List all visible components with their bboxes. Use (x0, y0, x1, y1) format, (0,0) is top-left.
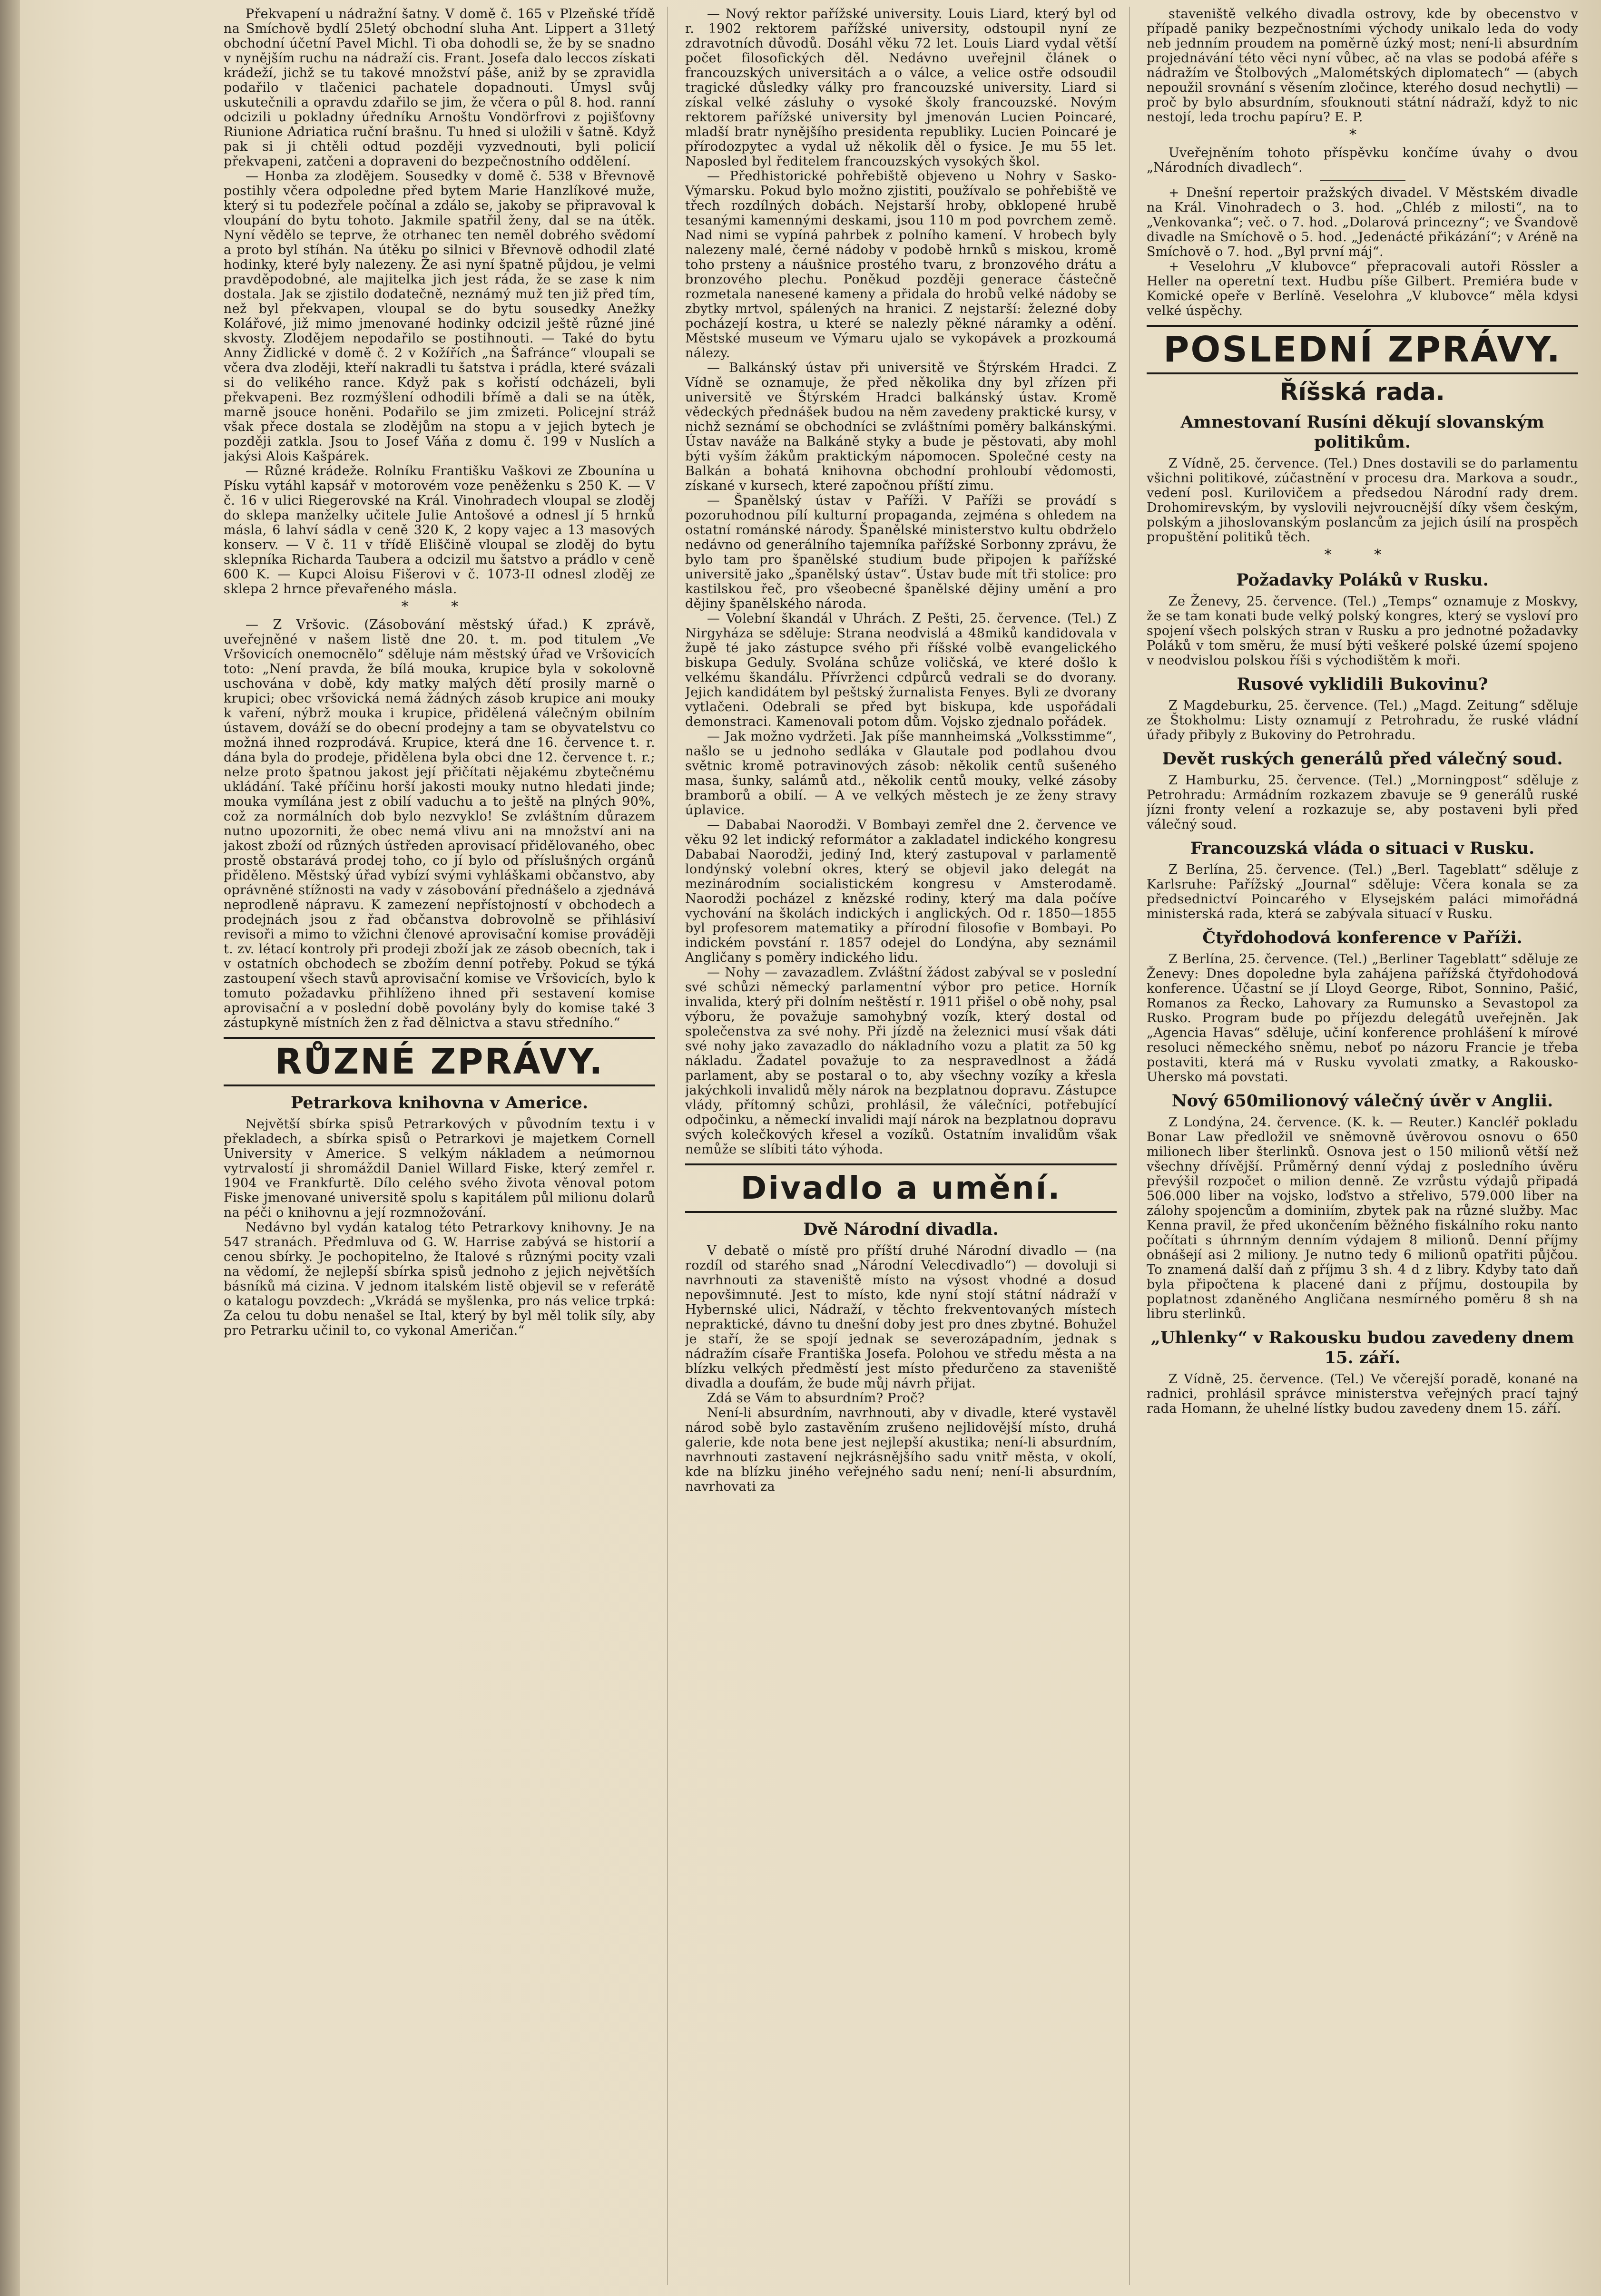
columns (224, 7, 1578, 2285)
article-balkansky-ustav: — Balkánský ústav při universitě ve Štýrském Hradci. Z Vídně se oznamuje, že před několika dny byl zřízen při universitě ve Štýrském Hradci balkánský ústav. Kromě vědeckých přednášek budou na něm zavedeny praktické kursy, v nichž seznámí se obchodníci se zvláštními poměry balkánskými. Ústav naváže na Balkáně styky a bude je pěstovati, aby mohl býti vyším žákům praktickým nápomocen. Společné cesty na Balkán a bohatá knihovna obchodní prohloubí vědomosti, získané v kursech, které započnou příští zimu. (685, 361, 1117, 493)
article-pozadavky-polaku: Ze Ženevy, 25. července. (Tel.) „Temps“ oznamuje z Moskvy, že se tam konati bude velký polský kongres, který se vysloví pro spojení všech polských stran v Rusku a pro jednotné požadavky Poláků v tom směru, že musí býti veškeré polské území spojeno v neodvislou polskou říši s východištěm k moři. (1147, 594, 1578, 668)
article-divadla-end-note: Uveřejněním tohoto příspěvku končíme úvahy o dvou „Národních divadlech“. (1147, 146, 1578, 175)
article-valecny-uver: Z Londýna, 24. července. (K. k. — Reuter.) Kancléř pokladu Bonar Law předložil ve sněmovně úvěrovou osnovu o 650 milionech liber šterlinků. Osnova jest o 150 milionů větší než všechny dřívější. Průměrný denní výdaj z posledního úvěru převýšil rozpočet o milion denně. Ze vzrůstu výdajů připadá 506.000 liber na vojsko, loďstvo a střelivo, 579.000 liber na zálohy spojencům a dominiím, zbytek pak na různé služby. Mac Kenna pravil, že před ukončením běžného fiskálního roku nanto počítati s úhrnným denním výdajem 8 milionů. Denní příjmy obnášejí asi 2 miliony. Je nutno tedy 6 milionů opatřiti půjčou. To znamená další daň z příjmu 3 sh. 4 d z libry. Kdyby tato daň byla připočtena k placené dani z příjmu, dostoupila by poplatnost zdaněného Angličana nesmírného poměru 8 sh na libru sterlinků. (1147, 1115, 1578, 1321)
headline-pozadavky-polaku: Požadavky Poláků v Rusku. (1236, 570, 1489, 590)
article-devet-generalu: Z Hamburku, 25. července. (Tel.) „Morningpost“ sděluje z Petrohradu: Armádním rozkazem zbavuje se 9 generálů ruské jízni fronty velení a rozkazuje se, aby postaveni byli před válečný soud. (1147, 773, 1578, 832)
column-2 (685, 7, 1130, 2285)
article-jak-mozno-vydrzeti: — Jak možno vydržeti. Jak píše mannheimská „Volksstimme“, našlo se u jednoho sedláka v Glautale pod podlahou dvou světnic kromě potravinových zásob: několik centů sušeného masa, šunky, salámů atd., několik centů mouky, velké zásoby bramborů a obilí. — A ve velkých městech je ze ženy stravy úplavice. (685, 729, 1117, 818)
article-petrarka-1: Největší sbírka spisů Petrarkových v původním textu i v překladech, a sbírka spisů o Petrarkovi je majetkem Cornell University v Americe. S velkým nákladem a neúmornou vytrvalostí ji shromáždil Daniel Willard Fiske, který zemřel r. 1904 ve Frankfurtě. Dílo celého svého života věnoval potom Fiske jmenované universitě spolu s kapitálem půl milionu dolarů na péči o knihovnu a její rozmnožování. (224, 1117, 655, 1220)
section-banner-divadlo-a-umeni: Divadlo a umění. (685, 1163, 1117, 1213)
article-francouzska-vlada: Z Berlína, 25. července. (Tel.) „Berl. Tageblatt“ sděluje z Karlsruhe: Pařížský „Journal“ sděluje: Včera konala se za předsednictví Poincarého v Elysejském paláci mimořádná ministerská rada, která se zabývala situací v Rusku. (1147, 862, 1578, 921)
article-ruzne-kradeze: — Různé krádeže. Rolníku Františku Vaškovi ze Zbounína u Písku vytáhl kapsář v motorovém voze peněženku s 250 K. — V č. 16 v ulici Riegerovské na Král. Vinohradech vloupal se zloděj do sklepa manželky učitele Julie Antošové a odnesl jí 5 hrnků másla, 6 lahví sádla v ceně 320 K, 2 kopy vajec a 13 masových konserv. — V č. 11 v třídě Eliščině vloupal se zloděj do bytu sklepníka Richarda Taubera a odcizil mu šatstvo a prádlo v ceně 600 K. — Kupci Aloisu Fišerovi v č. 1073-II odnesl zloděj ze sklepa 2 hrnce převařeného másla. (224, 464, 655, 596)
headline-uhlenky: „Uhlenky“ v Rakousku budou zavedeny dnem 15. září. (1150, 1328, 1574, 1368)
article-z-vrsovic: — Z Vršovic. (Zásobování městský úřad.) K zprávě, uveřejněné v našem listě dne 20. t. m. pod titulem „Ve Vršovicích onemocnělo“ sděluje nám městský úřad ve Vršovicích toto: „Není pravda, že bílá mouka, krupice byla v sokolovně uschována v době, kdy matky malých dětí prosily marně o krupici; obec vršovická nemá žádných zásob krupice ani mouky k vaření, nýbrž mouka i krupice, přidělená válečným obilním ústavem, dováží se do obecní prodejny a tam se obyvatelstvu co možná ihned rozprodává. Krupice, která dne 16. července t. r. dána byla do prodeje, přidělena byla obci dne 12. července t. r.; nelze proto špatnou jakost její přičítati nějakému zbytečnému ukládání. Také příčinu horší jakosti mouky nutno hledati jinde; mouka vymílána jest z obilí vaduchu a to ještě na plných 90%, což za normálních dob bylo nezvyklo! Se zvláštním důrazem nutno upozorniti, že obec nemá vlivu ani na množství ani na jakost zboží od různých ústředen aprovisací přidělovaného, obec prostě obstarává prodej toho, co jí bylo od příslušných orgánů přiděleno. Městský úřad vybízí svými vyhláškami občanstvo, aby oprávněné stížnosti na vady v zásobování přednášelo a zjednává neprodleně nápravu. K zamezení nepřístojností v obchodech a prodejnách jsou z řad občanstva dobrovolně se přihlásiví revisoři a mimo to vžichni členové aprovisační komise prováději t. zv. létací kontroly při prodeji zboží jak ze zásob obecních, tak i v ostatních obchodech se zbožím denní potřeby. Pokud se týká zastoupení všech stavů aprovisační komise ve Vršovicích, bylo k tomuto požadavku přihlíženo ihned při sestavení komise aprovisační a v poslední době povolány byly do komise také 3 zástupkyně místních žen z řad dělnictva a stavu středního.“ (224, 617, 655, 1030)
headline-devet-generalu: Devět ruských generálů před válečný soud. (1162, 749, 1563, 769)
separator-star: * (1349, 127, 1375, 143)
article-rektor-pariz: — Nový rektor pařížské university. Louis Liard, který byl od r. 1902 rektorem pařížské university, odstoupil nyní ze zdravotních důvodů. Dosáhl věku 72 let. Louis Liard vydal větší počet filosofických děl. Nedávno uveřejnil článek o francouzských universitách a o válce, a velice ostře odsoudil tragické důsledky války pro francouzské university. Liard si získal velké zásluhy o vysoké školy francouzské. Novým rektorem pařížské university byl jmenován Lucien Poincaré, mladší bratr nynějšího presidenta republiky. Lucien Poincaré je přírodozpytec a vydal už několik děl o fysice. Je mu 55 let. Naposled byl ředitelem francouzských vysokých škol. (685, 7, 1117, 169)
subsection-risska-rada: Říšská rada. (1280, 378, 1445, 406)
headline-amnestovani-rusini: Amnestovaní Rusíni děkují slovanským politikům. (1180, 412, 1544, 452)
article-volebni-skandal: — Volební škandál v Uhrách. Z Pešti, 25. července. (Tel.) Z Nirgyháza se sděluje: Strana neodvislá a 48miků kandidovala v župě té jako zástupce svého při říšské volbě evangelického biskupa Geduly. Svolána schůze voličská, ve které došlo k velkému škandálu. Přívrženci cdpůrců vedrali se do dvorany. Jejich kandidátem byl peštský žurnalista Fenyes. Byli ze dvorany vytlačeni. Odebrali se před byt biskupa, kde uspořádali demonstraci. Kamenovali potom dům. Vojsko zjednalo pořádek. (685, 611, 1117, 729)
article-divadla-2: Zdá se Vám to absurdním? Proč? (707, 1391, 925, 1406)
headline-francouzska-vlada: Francouzská vláda o situaci v Rusku. (1190, 839, 1535, 858)
article-klubovce: + Veselohru „V klubovce“ přepracovali autoři Rössler a Heller na operetní text. Hudbu píše Gilbert. Premiéra bude v Komické opeře v Berlíně. Veselohra „V klubovce“ měla kdysi velké úspěchy. (1147, 259, 1578, 318)
article-amnestovani-rusini: Z Vídně, 25. července. (Tel.) Dnes dostavili se do parlamentu všichni politikové, zúčastnění v procesu dra. Markova a soudr., vedení posl. Kurilovičem a předsedou Národní rady drem. Drohomirevským, by vyslovili nejvroucnější díky všem českým, polským a jihoslovanským poslancům za jejich úsilí na prospěch propuštění politiků těch. (1147, 456, 1578, 545)
article-pohrebiste: — Předhistorické pohřebiště objeveno u Nohry v Sasko-Výmarsku. Pokud bylo možno zjistiti, používalo se pohřebiště ve třech rozdílných dobách. Nejstarší hroby, obklopené hrubě tesanými kamennými deskami, jsou 110 m pod povrchem země. Nad nimi se vypíná pahrbek z polního kamení. V hrobech byly nalezeny malé, černé nádoby v podobě hrnků s miskou, kromě toho prsteny a náušnice prostého tvaru, z bronzového drátu a bronzového plechu. Poněkud později generace částečně rozmetala nanesené kameny a přidala do hrobů velké nádoby se zbytky mrtvol, spálených na hranici. Z nejstarší: železné doby pocházejí kostra, u které se nalezly pěkné náramky a odění. Městské museum ve Výmaru ujalo se vykopávek a prozkoumá nálezy. (685, 169, 1117, 361)
article-spanelsky-ustav: — Španělský ústav v Paříži. V Paříži se provádí s pozoruhodnou pílí kulturní propaganda, zejména s ohledem na ostatní románské národy. Španělské ministerstvo kultu obdrželo nedávno od generálního tajemníka pařížské Sorbonny zprávu, že bylo tam pro španělské studium bude připojen k pařížské universitě jako „španělský ústav“. Ústav bude mít tři stolice: pro kastilskou řeč, pro všeobecné španělské dějiny umění a pro dějiny španělského národa. (685, 493, 1117, 611)
headline-dve-narodni-divadla: Dvě Národní divadla. (803, 1220, 999, 1239)
headline-valecny-uver: Nový 650milionový válečný úvěr v Anglii. (1171, 1091, 1553, 1111)
article-nadrazni-satny: Překvapení u nádražní šatny. V domě č. 165 v Plzeňské třídě na Smíchově bydlí 25letý obchodní sluha Ant. Lippert a 31letý obchodní účetní Pavel Michl. Ti oba dohodli se, že by se snadno v nynějším ruchu na nádraží cis. Frant. Josefa dalo leccos získati krádeží, jichž se tu takové množství páše, aniž by se zpravidla podařilo v tlačenici pachatele dopadnouti. Úmysl svůj uskutečnili a opravdu zdařilo se jim, že včera o půl 8. hod. ranní odcizili u pokladny úředníku Arnoštu Vondörfrovi z pojišťovny Riunione Adriatica ruční brašnu. Tu hned si uložili v šatně. Když pak si ji chtěli odtud později vyzvednouti, byli policií překvapeni, zatčeni a dopraveni do bezpečnostního oddělení. (224, 7, 655, 169)
section-banner-posledni-zpravy: POSLEDNÍ ZPRÁVY. (1147, 325, 1578, 374)
column-1 (224, 7, 668, 2285)
article-divadla-1: V debatě o místě pro příští druhé Národní divadlo — (na rozdíl od starého snad „Národní Velecdivadlo“) — dovoluji si navrhnouti za staveniště místo na výsost vhodné a dosud nepovšimnuté. Jest to místo, kde nyní stojí státní nádraží v Hybernské ulici, Nádraží, v těchto frekventovaných místech nepraktické, dávno tu dnešní doby jest pro dnes zbytné. Bohužel je staří, že se spojí jednak se severozápadním, jednak s nádražím císaře Františka Josefa. Polohou ve středu města a na blízku velkých předměstí jest místo předurčeno za staveniště divadla a doufám, že bude můj návrh přijat. (685, 1243, 1117, 1391)
article-repertoir: + Dnešní repertoir pražských divadel. V Městském divadle na Král. Vinohradech o 3. hod. „Chléb z milosti“, na to „Venkovanka“; več. o 7. hod. „Dolarová princezny“; ve Švandově divadle na Smíchově o 5. hod. „Jedenácté přikázání“; v Aréně na Smíchově o 7. hod. „Byl první máj“. (1147, 186, 1578, 259)
article-uhlenky: Z Vídně, 25. července. (Tel.) Ve včerejší poradě, konané na radnici, prohlásil správce ministerstva veřejných prací tajný rada Homann, že uhelné lístky budou zavedeny dnem 15. září. (1147, 1372, 1578, 1416)
article-nohy-zavazadlem: — Nohy — zavazadlem. Zvláštní žádost zabýval se v poslední své schůzi německý parlamentní výbor pro petice. Horník invalida, který při dolním neštěstí r. 1911 přišel o obě nohy, psal výboru, že považuje samohybný vozík, který dostal od společenstva za své nohy. Při jízdě na železnici musí však dáti své nohy jako zavazadlo do nákladního vozu a platit za 50 kg nákladu. Žadatel považuje to za nespravedlnost a žádá parlament, aby se postaral o to, aby všechny vozíky a křesla jakýchkoli invalidů měly nárok na bezplatnou dopravu. Zástupce vlády, přítomný schůzi, prohlásil, že válečníci, potřebující odpočinku, a německí invalidi mají nárok na bezplatnou dopravu svých kolečkových křesel a vozíků. Ostatním invalidům však nemůže se slíbiti táto výhoda. (685, 965, 1117, 1157)
separator-stars-2: * * (1324, 547, 1401, 563)
column-3 (1147, 7, 1578, 2285)
article-bukovina: Z Magdeburku, 25. července. (Tel.) „Magd. Zeitung“ sděluje ze Štokholmu: Listy oznamují z Petrohradu, že ruské vládní úřady přibyly z Bukoviny do Petrohradu. (1147, 698, 1578, 743)
section-banner-ruzne-zpravy: RŮZNÉ ZPRÁVY. (224, 1037, 655, 1086)
headline-bukovina: Rusové vyklidili Bukovinu? (1237, 674, 1488, 694)
headline-petrarkova-knihovna: Petrarkova knihovna v Americe. (290, 1093, 589, 1113)
separator-rule (1320, 180, 1405, 181)
separator-stars: * * (401, 598, 478, 615)
article-honba-za-zlodejem: — Honba za zlodějem. Sousedky v domě č. 538 v Břevnově postihly včera odpoledne před bytem Marie Hanzlíkové muže, který si tu podezřele počínal a zdálo se, jakoby se připravoval k vloupání do bytu tohoto. Jakmile spatřil ženy, dal se na útěk. Nyní vědělo se teprve, že otrhanec ten neměl dobrého svědomí a proto byl stíhán. Na útěku po silnici v Břevnově odhodil zlaté hodinky, které byly nalezeny. Že asi nyní špatně půjdou, je velmi pravděpodobné, ale majitelka jich jest ráda, že se zase k nim dostala. Jak se zjistilo dodatečně, neznámý muž ten již před tím, než byl překvapen, vloupal se do bytu sousedky Anežky Kolářové, již mimo jmenované hodinky odcizil ještě různé jiné skvosty. Zlodějem nepodařilo se postihnouti. — Také do bytu Anny Židlické v domě č. 2 v Kožířích „na Šafránce“ vloupali se včera dva zloději, kteří nakradli tu šatstva i prádla, které svázali si do velikého rance. Když pak s kořistí odcházeli, byli překvapeni. Bez rozmýšlení odhodili břímě a dali se na útěk, marně jsouce honěni. Podařilo se jim zmizeti. Policejní stráž však přece dostala se zlodějům na stopu a v jejich bytech je později zatkla. Jsou to Josef Váňa z domu č. 199 v Nuslích a jakýsi Alois Kašpárek. (224, 169, 655, 464)
article-divadla-3: Není-li absurdním, navrhnouti, aby v divadle, které vystavěl národ sobě bylo zastavěním zrušeno nejlidovější místo, druhá galerie, kde nota bene jest nejlepší akustika; není-li absurdním, navrhnouti zastavení nejkrásnějšího sadu vnitř města, v okolí, kde na blízku jiného veřejného sadu není; není-li absurdním, navrhovati za (685, 1406, 1117, 1494)
headline-ctyrdohodova-konference: Čtyřdohodová konference v Paříži. (1202, 928, 1522, 948)
article-divadla-continued: staveniště velkého divadla ostrovy, kde by obecenstvo v případě paniky bezpečnostními východy unikalo leda do vody neb jednním proudem na poměrně úzký most; není-li absurdním projednávání této věci nyní vůbec, ač na vlas se podobá aféře s nádražím ve Štolbových „Malométských diplomatech“ — (abych nepoužil srovnání s věsením zločince, kterého dosud nechytli) — proč by bylo absurdním, sfouknouti státní nádraží, když to nic nestojí, leda trochu papíru? E. P. (1147, 7, 1578, 125)
article-petrarka-2: Nedávno byl vydán katalog této Petrarkovy knihovny. Je na 547 stranách. Předmluva od G. W. Harrise zabývá se historií a cenou sbírky. Je pochopitelno, že Italové s různými pocity vzali na vědomí, že nejlepší sbírka spisů jednoho z jejich největších básníků má cizina. V jednom italském listě objevil se v referátě o katalogu povzdech: „Vkrádá se myšlenka, pro nás velice trpká: Za celou tu dobu nenašel se Ital, který by byl měl tolik síly, aby pro Petrarku učinil to, co vykonal Američan.“ (224, 1220, 655, 1338)
article-naorodzi: — Dababai Naorodži. V Bombayi zemřel dne 2. července ve věku 92 let indický reformátor a zakladatel indického kongresu Dababai Naorodži, jediný Ind, který zastupoval v parlamentě londýnský volební okres, který se objevil jako delegát na mezinárodním socialistickém kongresu v Amsterodamě. Naorodži pocházel z knězské rodiny, který ma dala počíve vychování na školách indických i anglických. Od r. 1850—1855 byl profesorem matematiky a přírodní filosofie v Bombayi. Po indickém povstání r. 1857 odejel do Londýna, aby seznámil Angličany s poměry indického lidu. (685, 818, 1117, 965)
page-binding-edge (0, 0, 20, 2296)
article-ctyrdohodova-konference: Z Berlína, 25. července. (Tel.) „Berliner Tageblatt“ sděluje ze Ženevy: Dnes dopoledne byla zahájena pařížská čtyřdohodová konference. Účastní se jí Lloyd George, Ribot, Sonnino, Pašić, Romanos za Řecko, Lahovary za Rumunsko a Sevastopol za Rusko. Program bude po příjezdu delegátů uveřejněn. Jak „Agencia Havas“ sděluje, učiní konference prohlášení k mírové resoluci německého sněmu, neboť po názoru Francie je třeba postaviti, která má v Rusku vyvolati zmatky, a Rakousko-Uhersko má povstati. (1147, 952, 1578, 1084)
